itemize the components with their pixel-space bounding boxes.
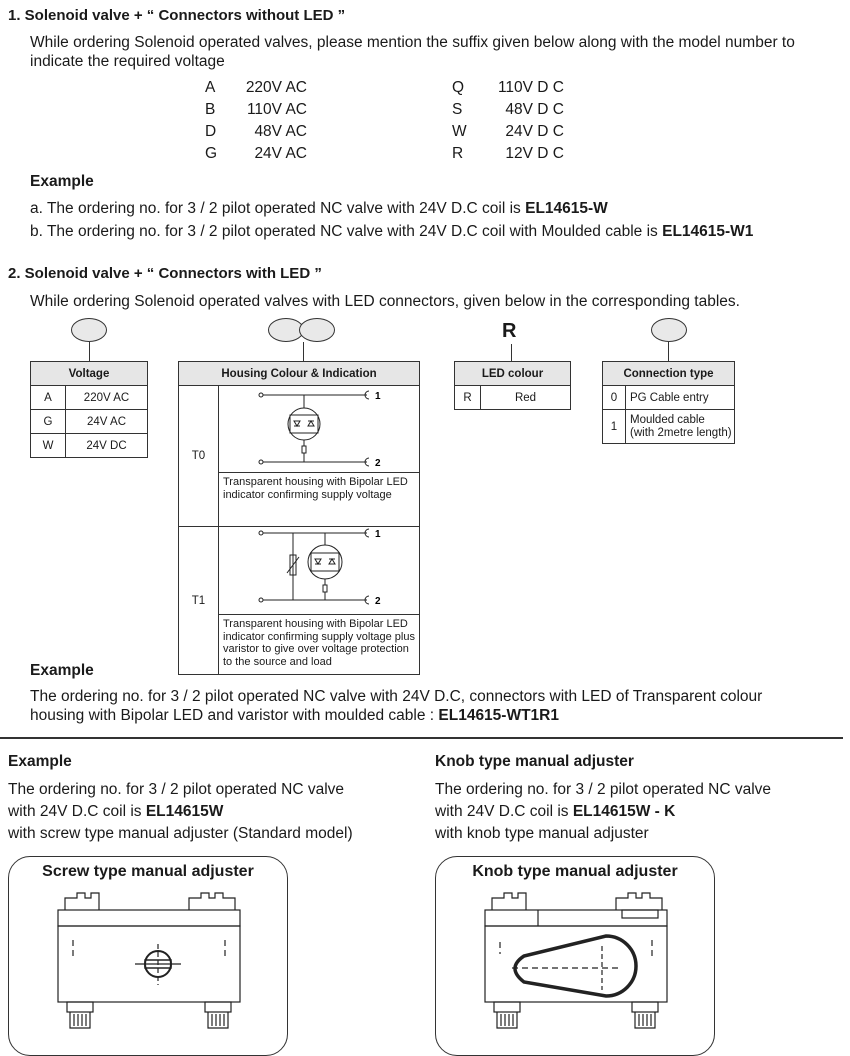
voltage-oval <box>71 318 107 342</box>
voltage-value: 48V D C <box>505 101 564 118</box>
order-code: EL14615W <box>145 803 224 820</box>
table-cell: T1 <box>179 527 219 675</box>
table-cell: PG Cable entry <box>626 386 735 410</box>
section-divider <box>0 737 843 739</box>
section2-example <box>30 687 820 725</box>
table-cell: T0 <box>179 386 219 527</box>
voltage-table-header: Voltage <box>31 362 148 386</box>
table-cell: W <box>31 434 66 458</box>
voltage-list-left <box>205 79 307 167</box>
example-b-text: b. The ordering no. for 3 / 2 pilot operated NC valve with 24V D.C coil with Moulded cable is <box>30 223 663 240</box>
section1-title: 1. Solenoid valve + “ Connectors without LED ” <box>8 7 346 24</box>
voltage-value: 24V AC <box>254 145 307 162</box>
example-a-text: a. The ordering no. for 3 / 2 pilot operated NC valve with 24V D.C coil is <box>30 200 526 217</box>
table-cell: 1 <box>603 410 626 444</box>
housing-desc: Transparent housing with Bipolar LED indicator confirming supply voltage <box>219 472 419 505</box>
table-cell: 0 <box>603 386 626 410</box>
table-cell: 220V AC <box>66 386 148 410</box>
voltage-code: G <box>205 145 218 162</box>
connection-oval <box>651 318 687 342</box>
led-colour-table-header: LED colour <box>455 362 571 386</box>
text-line <box>8 801 353 823</box>
section1-intro: While ordering Solenoid operated valves, please mention the suffix given below along with the model number to indicate the required voltage <box>30 34 795 70</box>
section2-intro: While ordering Solenoid operated valves with LED connectors, given below in the corresponding tables. <box>30 293 740 310</box>
text-line: The ordering no. for 3 / 2 pilot operated NC valve <box>435 781 772 798</box>
connector-line <box>668 342 669 361</box>
connector-line <box>511 344 512 361</box>
example-b-code: EL14615-W1 <box>662 223 754 240</box>
knob-adjuster-title: Knob type manual adjuster <box>472 863 678 880</box>
text-span: with 24V D.C coil is <box>435 803 573 820</box>
table-cell: 24V DC <box>66 434 148 458</box>
bottom-right-heading: Knob type manual adjuster <box>435 753 634 770</box>
voltage-code: W <box>452 123 467 140</box>
table-cell: G <box>31 410 66 434</box>
section1-example-b <box>30 222 753 241</box>
example-text: The ordering no. for 3 / 2 pilot operated NC valve with 24V D.C, connectors with LED of Transparent colour housing with Bipolar LED and varistor with moulded cable : <box>30 688 763 724</box>
terminal-2-label: 2 <box>375 458 381 469</box>
led-circuit-diagram <box>219 386 419 472</box>
table-cell: R <box>455 386 481 410</box>
voltage-code: Q <box>452 79 465 96</box>
housing-table <box>178 361 420 675</box>
text-line: The ordering no. for 3 / 2 pilot operated NC valve <box>8 781 345 798</box>
example-code: EL14615-WT1R1 <box>438 707 559 724</box>
text-line: with knob type manual adjuster <box>435 825 649 842</box>
led-colour-letter: R <box>502 320 517 342</box>
housing-table-header: Housing Colour & Indication <box>179 362 420 386</box>
voltage-code: B <box>205 101 216 118</box>
bottom-left-heading: Example <box>8 753 72 770</box>
section1-example-a <box>30 199 608 218</box>
housing-desc: Transparent housing with Bipolar LED indicator confirming supply voltage plus varistor to give over voltage protection to the source and load <box>219 614 419 671</box>
voltage-table <box>30 361 148 458</box>
voltage-value: 24V D C <box>505 123 564 140</box>
led-varistor-circuit-diagram <box>219 527 419 614</box>
voltage-code: D <box>205 123 217 140</box>
table-cell: 24V AC <box>66 410 148 434</box>
terminal-2-label: 2 <box>375 596 381 607</box>
housing-oval-2 <box>299 318 335 342</box>
voltage-value: 48V AC <box>254 123 307 140</box>
text-line: with screw type manual adjuster (Standard model) <box>8 825 353 842</box>
section1-example-heading: Example <box>30 173 94 190</box>
screw-adjuster-drawing <box>55 890 245 1048</box>
connection-type-table-header: Connection type <box>603 362 735 386</box>
order-code: EL14615W - K <box>572 803 676 820</box>
connection-type-table <box>602 361 735 444</box>
terminal-1-label: 1 <box>375 391 381 402</box>
bottom-right-text <box>435 779 771 845</box>
voltage-value: 220V AC <box>245 79 307 96</box>
voltage-value: 110V D C <box>497 79 564 96</box>
screw-adjuster-title: Screw type manual adjuster <box>42 863 254 880</box>
connector-line <box>89 342 90 361</box>
voltage-value: 110V AC <box>246 101 307 118</box>
table-cell: A <box>31 386 66 410</box>
table-cell: Red <box>481 386 571 410</box>
knob-adjuster-drawing <box>482 890 672 1048</box>
terminal-1-label: 1 <box>375 529 381 540</box>
connector-line <box>303 342 304 361</box>
bottom-left-text <box>8 779 353 845</box>
text-span: with 24V D.C coil is <box>8 803 146 820</box>
table-cell: Moulded cable (with 2metre length) <box>626 410 735 444</box>
text-line <box>435 801 771 823</box>
voltage-code: A <box>205 79 216 96</box>
section2-title: 2. Solenoid valve + “ Connectors with LED ” <box>8 265 322 282</box>
voltage-value: 12V D C <box>505 145 564 162</box>
voltage-code: S <box>452 101 463 118</box>
voltage-list-right <box>452 79 564 167</box>
led-colour-table <box>454 361 571 410</box>
section2-example-heading: Example <box>30 662 94 679</box>
example-a-code: EL14615-W <box>525 200 608 217</box>
voltage-code: R <box>452 145 464 162</box>
